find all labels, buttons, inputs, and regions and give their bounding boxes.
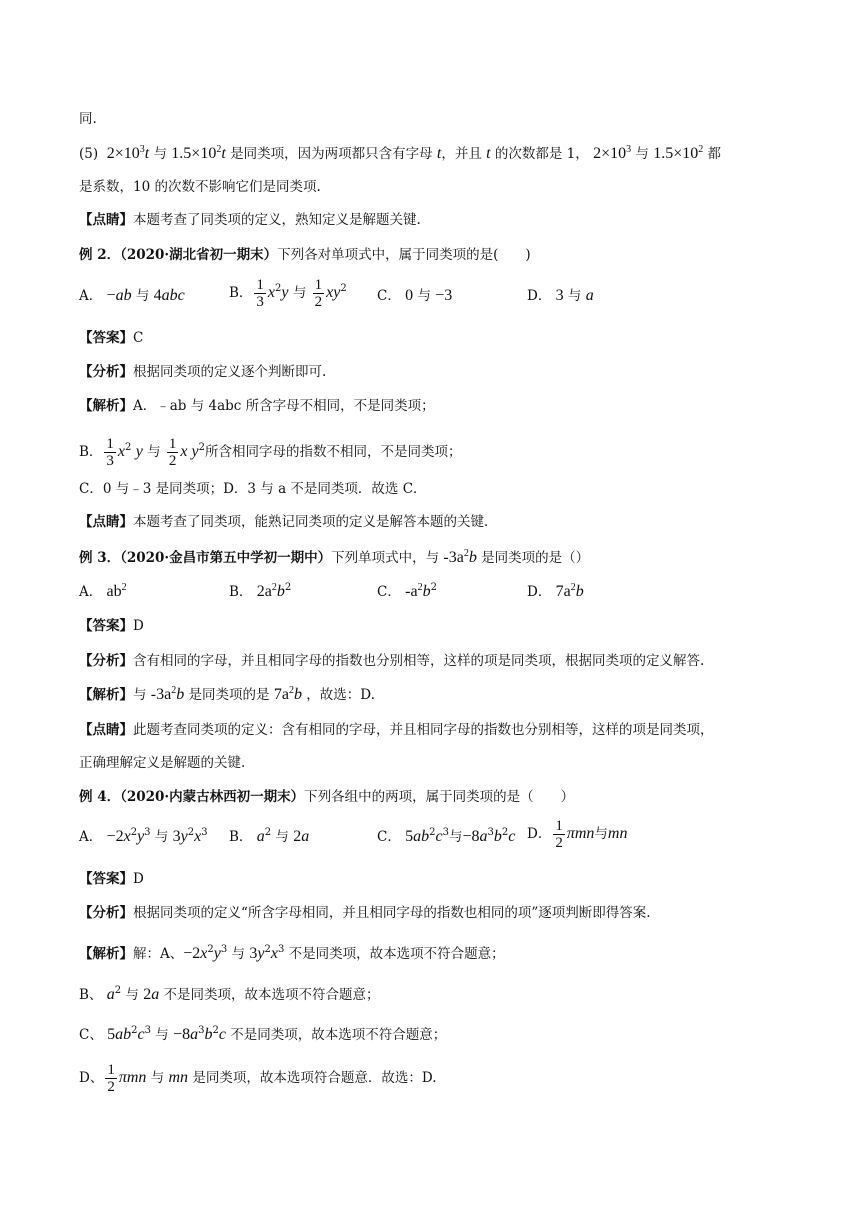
ex3-options [79, 581, 800, 605]
ex2-answer: 【答案】C [79, 330, 144, 346]
ex4-option-a: A． $-2x^2y^3$ 与 $3y^2x^3$ [79, 827, 208, 845]
ex3-option-b: B． $2a^2b^2$ [229, 582, 292, 600]
ex3-option-c: C． $-a^2b^2$ [377, 582, 437, 600]
ex3-option-d: D． $7a^2b$ [527, 582, 584, 600]
ex3-option-a: A． $ab^2$ [79, 582, 127, 600]
ex2-option-c: C． 0 与 −3 [377, 287, 453, 304]
ex2-tip: 【点睛】本题考查了同类项，能熟记同类项的定义是解答本题的关键． [79, 514, 498, 530]
ex4-solution-c: C、 $5ab^2c^3$ 与 $-8a^3b^2c$ 不是同类项，故本选项不符合题意； [79, 1025, 447, 1043]
ex2-solution-3: C．0 与﹣3 是同类项；D．3 与 a 不是同类项．故选 C． [79, 481, 427, 497]
ex4-answer: 【答案】D [79, 871, 144, 887]
ex2-options [79, 277, 800, 311]
ex4-analysis: 【分析】根据同类项的定义“所含字母相同，并且相同字母的指数也相同的项”逐项判断即得答案. [79, 905, 651, 921]
ex4-options [79, 818, 800, 854]
ex4-solution-b: B、 $a^2$ 与 2a 不是同类项，故本选项不符合题意； [79, 985, 380, 1003]
ex4-option-b: B． $a^2$ 与 2a [229, 827, 310, 845]
paragraph-5: (5) $2\times 10^3t$ 与 $1.5\times 10^2t$ 是同类项，因为两项都只含有字母 t，并且 t 的次数都是 1， $2\times 10^3$ 与 $1.5\times 10^2$ 都 [79, 144, 722, 162]
ex2-option-a: A． −ab 与 4abc [79, 287, 185, 304]
ex3-analysis: 【分析】含有相同的字母，并且相同字母的指数也分别相等，这样的项是同类项，根据同类项的定义解答. [79, 653, 705, 669]
paragraph-5-cont: 是系数，10 的次数不影响它们是同类项. [79, 179, 321, 195]
ex3-solution: 【解析】与 $-3a^2b$ 是同类项的是 $7a^2b$ ，故选：D. [79, 685, 375, 703]
ex2-solution-1: 【解析】A．﹣ab 与 4abc 所含字母不相同，不是同类项； [79, 398, 435, 414]
ex3-answer: 【答案】D [79, 618, 144, 634]
ex4-solution-a: 【解析】解：A、$-2x^2y^3$ 与 $3y^2x^3$ 不是同类项，故本选项不符合题意； [79, 944, 505, 962]
ex4-option-c: C． $5ab^2c^3$与$-8a^3b^2c$ [377, 827, 516, 845]
ex2-option-d: D． 3 与 a [527, 287, 594, 304]
ex1-tip: 【点睛】本题考查了同类项的定义，熟知定义是解题关键. [79, 212, 421, 228]
ex2-option-b: B． $\frac{1}{3}$ $x^2y$ 与 $\frac{1}{2}$ $xy^2$ [229, 277, 347, 310]
ex3-tip-1: 【点睛】此题考查同类项的定义：含有相同的字母，并且相同字母的指数也分别相等，这样的项是同类项， [79, 722, 714, 738]
paragraph-intro: 同. [79, 111, 97, 127]
ex2-question: 例 2．（2020·湖北省初一期末）下列各对单项式中，属于同类项的是( ) [79, 247, 531, 263]
ex3-question: 例 3．（2020·金昌市第五中学初一期中）下列单项式中，与 $-3a^2b$ 是同类项的是（） [79, 548, 590, 566]
ex3-tip-2: 正确理解定义是解题的关键. [79, 755, 246, 771]
ex4-solution-d: D、 $\frac{1}{2}$ πmn 与 mn 是同类项，故本选项符合题意．故选：D. [79, 1062, 437, 1095]
ex2-analysis: 【分析】根据同类项的定义逐个判断即可. [79, 364, 327, 380]
ex4-option-d: D． $\frac{1}{2}$ πmn与mn [527, 818, 628, 851]
ex2-solution-2: B． $\frac{1}{3}$ $x^2$ y 与 $\frac{1}{2}$ x $y^2$所含相同字母的指数不相同，不是同类项； [79, 436, 462, 469]
ex4-question: 例 4．（2020·内蒙古林西初一期末）下列各组中的两项，属于同类项的是（ ） [79, 789, 575, 805]
